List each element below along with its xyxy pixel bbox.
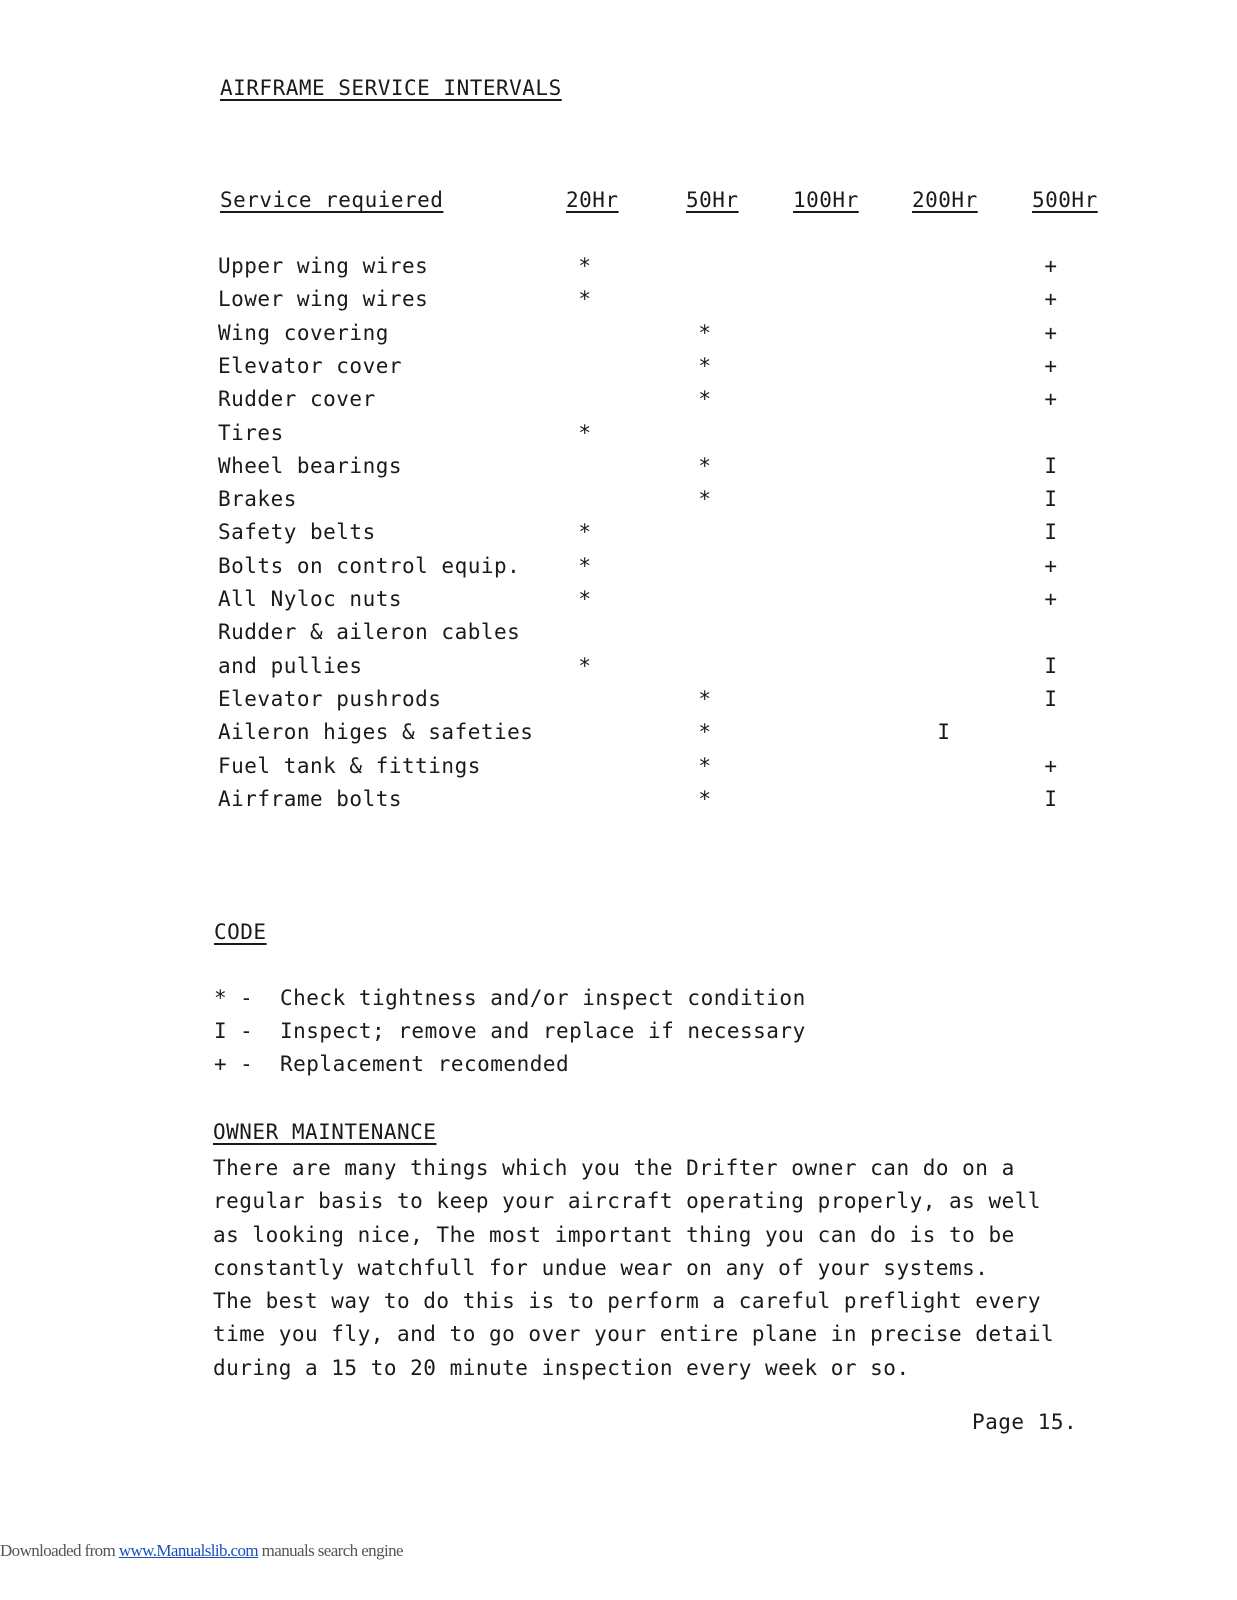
interval-mark: * bbox=[578, 653, 592, 678]
service-item-label: Rudder & aileron cables bbox=[218, 620, 521, 645]
service-item-label: Fuel tank & fittings bbox=[218, 753, 481, 778]
legend-dash: - bbox=[240, 1019, 254, 1043]
service-item-label: Safety belts bbox=[218, 520, 376, 545]
interval-mark: * bbox=[578, 254, 592, 278]
table-row bbox=[0, 354, 1237, 384]
interval-mark: + bbox=[1044, 553, 1058, 578]
owner-maintenance-body bbox=[213, 1152, 1113, 1385]
service-item-label: Upper wing wires bbox=[218, 254, 429, 278]
interval-mark: I bbox=[1044, 520, 1058, 545]
legend-text: Replacement recomended bbox=[280, 1052, 570, 1076]
body-line: regular basis to keep your aircraft operating properly, as well bbox=[213, 1189, 1042, 1214]
interval-mark: I bbox=[937, 720, 951, 745]
owner-maintenance-title: OWNER MAINTENANCE bbox=[213, 1120, 437, 1144]
page-number: Page 15. bbox=[972, 1410, 1078, 1434]
service-item-label: All Nyloc nuts bbox=[218, 587, 403, 611]
table-row bbox=[0, 554, 1237, 584]
interval-mark: + bbox=[1044, 753, 1058, 778]
download-footer bbox=[0, 1541, 403, 1561]
interval-mark: * bbox=[578, 287, 592, 312]
interval-mark: + bbox=[1044, 387, 1058, 412]
interval-header-20hr: 20Hr bbox=[566, 188, 619, 212]
service-item-label: Tires bbox=[218, 420, 284, 445]
service-item-label: Rudder cover bbox=[218, 387, 376, 412]
interval-mark: * bbox=[698, 720, 712, 745]
table-row bbox=[0, 654, 1237, 684]
interval-mark: I bbox=[1044, 686, 1058, 711]
interval-mark: + bbox=[1044, 587, 1058, 611]
interval-mark: * bbox=[698, 487, 712, 512]
table-row bbox=[0, 387, 1237, 417]
interval-header-200hr: 200Hr bbox=[912, 188, 978, 212]
interval-mark: * bbox=[578, 553, 592, 578]
service-item-label: Aileron higes & safeties bbox=[218, 720, 534, 745]
table-row bbox=[0, 720, 1237, 750]
interval-header-100hr: 100Hr bbox=[793, 188, 859, 212]
interval-mark: * bbox=[698, 387, 712, 412]
table-row bbox=[0, 254, 1237, 284]
interval-mark: * bbox=[698, 753, 712, 778]
table-row bbox=[0, 520, 1237, 550]
body-line: There are many things which you the Drifter owner can do on a bbox=[213, 1156, 1015, 1180]
table-row bbox=[0, 687, 1237, 717]
service-item-label: Bolts on control equip. bbox=[218, 553, 521, 578]
service-item-label: Brakes bbox=[218, 487, 297, 512]
service-item-label: Elevator cover bbox=[218, 353, 403, 378]
interval-mark: I bbox=[1044, 653, 1058, 678]
body-line: time you fly, and to go over your entire plane in precise detail bbox=[213, 1322, 1055, 1347]
interval-mark: * bbox=[578, 587, 592, 611]
service-item-label: Airframe bolts bbox=[218, 786, 403, 811]
interval-mark: * bbox=[698, 786, 712, 811]
interval-mark: * bbox=[698, 320, 712, 345]
manualslib-link[interactable]: www.Manualslib.com bbox=[118, 1541, 259, 1560]
service-item-label: and pullies bbox=[218, 653, 363, 678]
legend-text: Check tightness and/or inspect condition bbox=[280, 986, 806, 1010]
legend-text: Inspect; remove and replace if necessary bbox=[280, 1019, 806, 1043]
body-line: constantly watchfull for undue wear on any of your systems. bbox=[213, 1255, 989, 1280]
table-row bbox=[0, 587, 1237, 617]
table-row bbox=[0, 287, 1237, 317]
service-column-header: Service requiered bbox=[220, 188, 444, 212]
interval-mark: * bbox=[578, 520, 592, 545]
code-title: CODE bbox=[214, 920, 267, 944]
body-line: as looking nice, The most important thing you can do is to be bbox=[213, 1222, 1015, 1247]
table-row bbox=[0, 754, 1237, 784]
legend-symbol: * bbox=[214, 986, 228, 1010]
table-row bbox=[0, 787, 1237, 817]
interval-mark: * bbox=[578, 420, 592, 445]
table-row bbox=[0, 421, 1237, 451]
interval-header-50hr: 50Hr bbox=[686, 188, 739, 212]
table-row bbox=[0, 454, 1237, 484]
service-item-label: Wheel bearings bbox=[218, 453, 403, 478]
interval-header-500hr: 500Hr bbox=[1032, 188, 1098, 212]
legend-symbol: I bbox=[214, 1019, 228, 1043]
interval-mark: + bbox=[1044, 353, 1058, 378]
body-line: during a 15 to 20 minute inspection every week or so. bbox=[213, 1355, 910, 1380]
body-line: The best way to do this is to perform a careful preflight every bbox=[213, 1289, 1042, 1314]
page-title: AIRFRAME SERVICE INTERVALS bbox=[220, 76, 562, 100]
interval-mark: * bbox=[698, 686, 712, 711]
table-row bbox=[0, 620, 1237, 650]
table-row bbox=[0, 487, 1237, 517]
legend-dash: - bbox=[240, 986, 254, 1010]
service-item-label: Lower wing wires bbox=[218, 287, 429, 312]
interval-mark: * bbox=[698, 353, 712, 378]
table-row bbox=[0, 321, 1237, 351]
service-item-label: Elevator pushrods bbox=[218, 686, 442, 711]
footer-suffix: manuals search engine bbox=[258, 1541, 403, 1560]
legend-symbol: + bbox=[214, 1052, 228, 1076]
footer-prefix: Downloaded from bbox=[0, 1541, 119, 1560]
interval-mark: I bbox=[1044, 786, 1058, 811]
interval-mark: + bbox=[1044, 320, 1058, 345]
service-item-label: Wing covering bbox=[218, 320, 389, 345]
interval-mark: I bbox=[1044, 453, 1058, 478]
interval-mark: + bbox=[1044, 254, 1058, 278]
interval-mark: + bbox=[1044, 287, 1058, 312]
interval-mark: * bbox=[698, 453, 712, 478]
legend-dash: - bbox=[240, 1052, 254, 1076]
interval-mark: I bbox=[1044, 487, 1058, 512]
